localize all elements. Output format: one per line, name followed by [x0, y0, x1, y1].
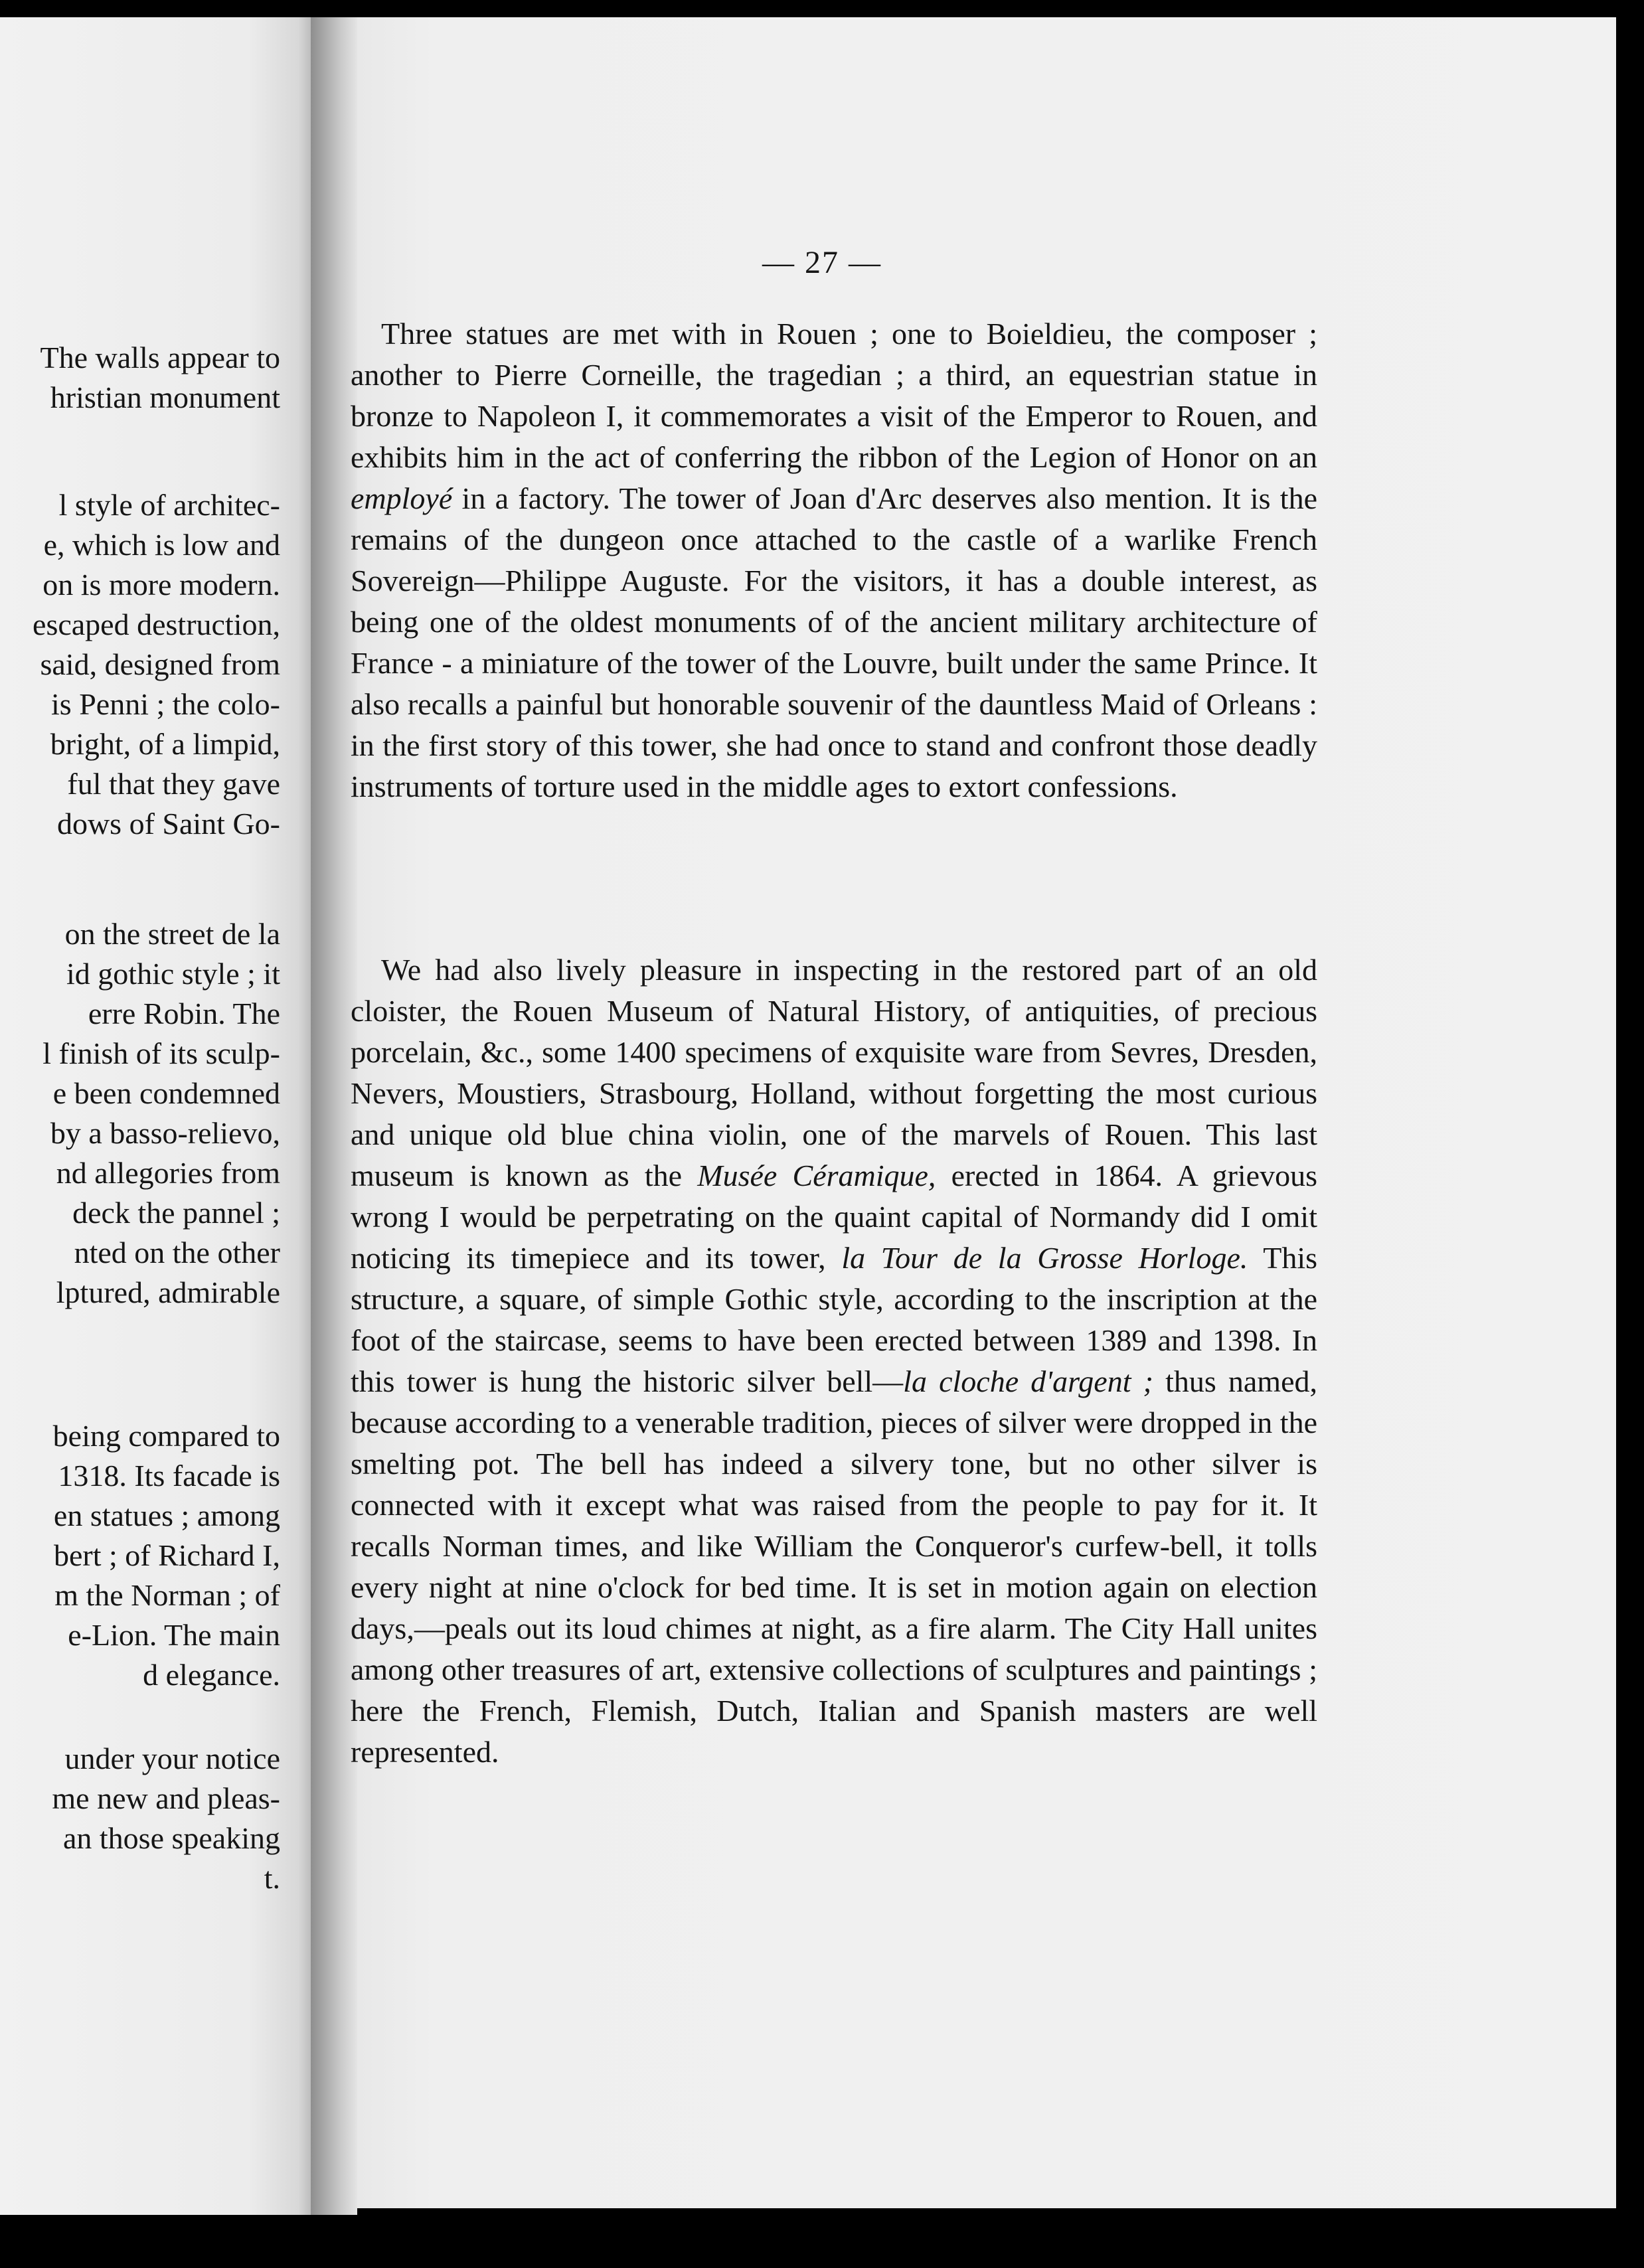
left-line: en statues ; among [53, 1498, 280, 1532]
paragraph-italic-text: la cloche d'argent ; [903, 1364, 1153, 1398]
left-line: by a basso-relievo, [50, 1116, 280, 1150]
paragraph-italic-text: la Tour de la Grosse Horloge. [841, 1241, 1248, 1275]
left-line: e, which is low and [43, 528, 280, 562]
left-line: nted on the other [74, 1236, 280, 1269]
left-line: id gothic style ; it [66, 957, 280, 991]
left-line: m the Norman ; of [54, 1578, 280, 1612]
left-line: bright, of a limpid, [50, 727, 280, 761]
left-line: being compared to [52, 1419, 280, 1453]
left-line: nd allegories from [56, 1156, 280, 1190]
paragraph-italic-text: employé [351, 481, 453, 515]
page-number: — 27 — [762, 245, 882, 280]
left-line: erre Robin. The [88, 997, 280, 1030]
left-line: lptured, admirable [56, 1275, 280, 1309]
left-line: l style of architec- [58, 488, 280, 522]
left-line: escaped destruction, [33, 608, 280, 641]
paragraph-museum [351, 949, 1317, 1773]
left-line: bert ; of Richard I, [53, 1538, 280, 1572]
paragraph-text: erected in 1864. A grievous wrong I would be perpetrating on the quaint capital of Normandy did I omit noticing its timepiece and its tower, [351, 1159, 1318, 1275]
paragraph-text: in a factory. The tower of Joan d'Arc deserves also mention. It is the remains of the dungeon once attached to the castle of a warlike French Sovereign—Philippe Auguste. For the visitors, it has a double interest, as being one of the oldest monuments of of the ancient military architecture of France - a miniature of the tower of the Louvre, built under the same Prince. It also recalls a painful but honorable souvenir of the dauntless Maid of Orleans : in the first story of this tower, she had once to stand and confront those deadly instruments of torture used in the middle ages to extort confessions. [351, 481, 1317, 803]
left-line: an those speaking [62, 1821, 280, 1855]
paragraph-italic-text: Musée Céramique, [697, 1159, 936, 1192]
left-line: on is more modern. [42, 568, 280, 602]
left-line: e-Lion. The main [68, 1618, 280, 1652]
left-line: 1318. Its facade is [58, 1459, 280, 1493]
left-line: ful that they gave [67, 767, 280, 801]
left-line: l finish of its sculp- [42, 1036, 280, 1070]
left-line: on the street de la [64, 917, 280, 951]
paragraph-text: This structure, a square, of simple Gothic style, according to the inscription at the foot of the staircase, seems to have been erected between 1389 and 1398. In this tower is hung the historic silver bell— [351, 1241, 1317, 1398]
scan-border [1616, 17, 1644, 2208]
left-page [0, 17, 311, 2215]
left-line: e been condemned [52, 1076, 280, 1110]
left-line: under your notice [64, 1742, 280, 1775]
left-line: deck the pannel ; [72, 1196, 280, 1230]
paragraph-text: thus named, because according to a venerable tradition, pieces of silver were dropped in the smelting pot. The bell has indeed a silvery tone, but no other silver is connected with it except what was raised from the people to pay for it. It recalls Norman times, and like William the Conqueror's curfew-bell, it tolls every night at nine o'clock for bed time. It is set in motion again on election days,—peals out its loud chimes at night, as a fire alarm. The City Hall unites among other treasures of art, extensive collections of sculptures and paintings ; here the French, Flemish, Dutch, Italian and Spanish masters are well represented. [351, 1364, 1318, 1769]
left-line: t. [264, 1861, 280, 1895]
left-line: The walls appear to [40, 341, 280, 374]
left-line: is Penni ; the colo- [51, 687, 280, 721]
paragraph-statues [351, 313, 1317, 807]
paragraph-text: We had also lively pleasure in inspecting in the restored part of an old cloister, the Rouen Museum of Natural History, of antiquities, of precious porcelain, &c., some 1400 specimens of exquisite ware from Sevres, Dresden, Nevers, Moustiers, Strasbourg, Holland, without forgetting the most curious and unique old blue china violin, one of the marvels of Rouen. This last museum is known as the [351, 953, 1317, 1192]
left-line: d elegance. [143, 1658, 280, 1692]
paragraph-text: Three statues are met with in Rouen ; one to Boieldieu, the composer ; another to Pierre Corneille, the tragedian ; a third, an equestrian statue in bronze to Napoleon I, it commemorates a visit of the Emperor to Rouen, and exhibits him in the act of conferring the ribbon of the Legion of Honor on an [351, 317, 1317, 474]
left-line: said, designed from [40, 647, 280, 681]
left-line: me new and pleas- [52, 1781, 280, 1815]
left-line: hristian monument [50, 380, 280, 414]
left-line: dows of Saint Go- [56, 807, 280, 841]
